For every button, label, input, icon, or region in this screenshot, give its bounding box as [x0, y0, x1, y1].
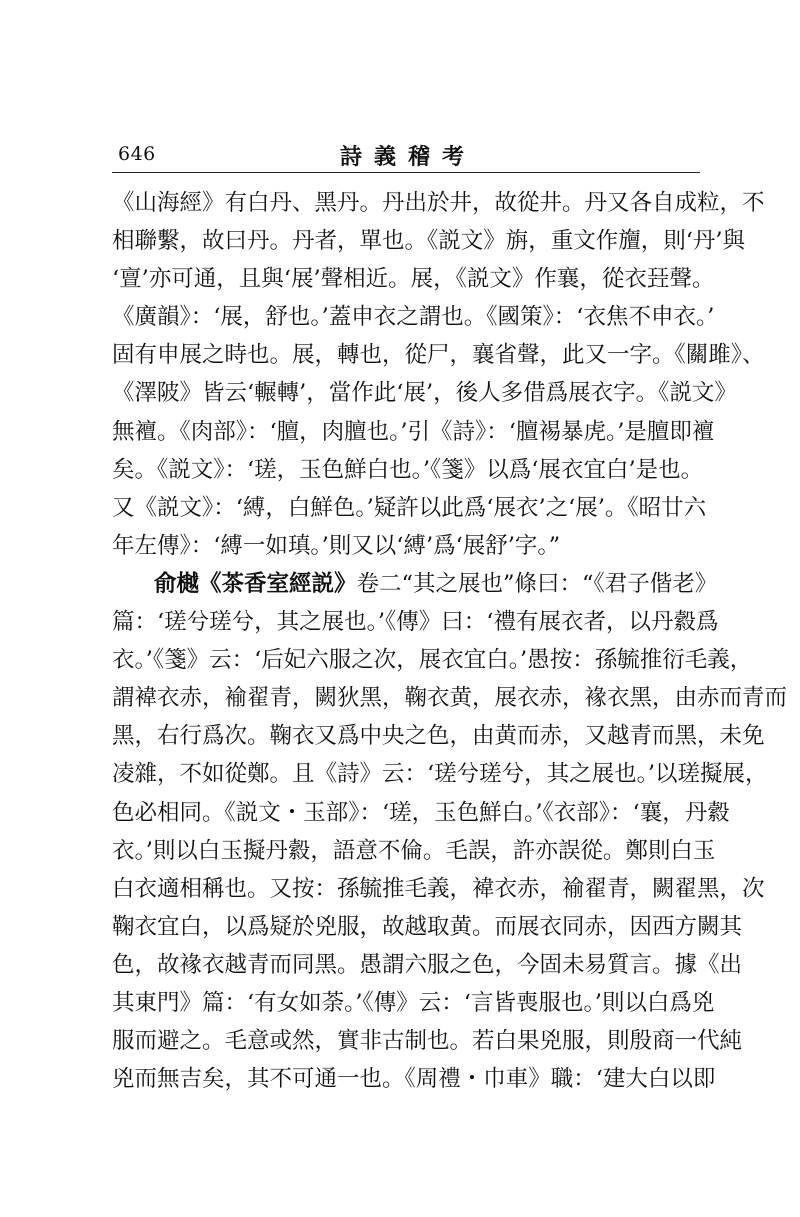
text-line	[112, 1022, 743, 1060]
text-line	[112, 755, 768, 793]
line-text: 謂褘衣赤，褕翟青，闕狄黑，鞠衣黄，展衣赤，褖衣黑，由赤而青而	[112, 685, 788, 712]
line-text: 年左傳》：‘縛一如瑱。’則又以‘縛’爲‘展舒’字。”	[112, 532, 561, 559]
text-line	[112, 908, 743, 946]
running-title: 詩義稽考	[340, 144, 477, 170]
text-line	[112, 184, 765, 222]
text-line	[112, 222, 746, 260]
text-line	[112, 336, 765, 374]
text-line	[112, 870, 765, 908]
line-text: 其東門》篇：‘有女如荼。’《傳》云：‘言皆喪服也。’則以白爲兇	[112, 989, 715, 1016]
line-text: 兇而無吉矣，其不可通一也。《周禮・巾車》職：‘建大白以即	[112, 1066, 716, 1093]
text-line	[112, 298, 715, 336]
line-text: 《廣韻》：‘展，舒也。’蓋申衣之謂也。《國策》：‘衣焦不申衣。’	[112, 304, 715, 331]
text-line	[112, 260, 715, 298]
text-line	[112, 451, 712, 489]
line-text: 矣。《説文》：‘瑳，玉色鮮白也。’《箋》以爲‘展衣宜白’是也。	[112, 456, 704, 483]
text-line	[112, 489, 712, 527]
line-text: 色必相同。《説文・玉部》：‘瑳，玉色鮮白。’《衣部》：‘襄，丹縠	[112, 799, 730, 826]
line-text: 無襢。《肉部》：‘膻，肉膻也。’引《詩》：‘膻裼暴虎。’是膻即襢	[112, 418, 715, 445]
text-line	[112, 527, 712, 565]
text-line	[112, 832, 716, 870]
text-line	[112, 641, 753, 679]
text-line	[112, 413, 715, 451]
line-text: 衣。’《箋》云：‘后妃六服之次，展衣宜白。’愚按：孫毓推衍毛義，	[112, 647, 753, 674]
line-text: 凌雜，不如從鄭。且《詩》云：‘瑳兮瑳兮，其之展也。’以瑳擬展，	[112, 761, 768, 788]
line-text: 服而避之。毛意或然，實非古制也。若白果兇服，則殷商一代純	[112, 1028, 743, 1055]
line-text: 《山海經》有白丹、黑丹。丹出於井，故從井。丹又各自成粒，不	[112, 190, 765, 216]
text-line	[112, 374, 737, 412]
line-text: 衣。’則以白玉擬丹縠，語意不倫。毛誤，許亦誤從。鄭則白玉	[112, 837, 716, 864]
line-text: 篇：‘瑳兮瑳兮，其之展也。’《傳》曰：‘禮有展衣者，以丹縠爲	[112, 609, 719, 636]
text-line	[112, 1060, 716, 1098]
text-line	[112, 946, 743, 984]
line-text: 鞠衣宜白，以爲疑於兇服，故越取黄。而展衣同赤，因西方闕其	[112, 913, 743, 940]
text-line	[112, 565, 718, 603]
line-text: 卷二“其之展也”條曰：“《君子偕老》	[356, 570, 718, 597]
bold-citation: 俞樾《茶香室經説》	[154, 570, 357, 597]
header-rule	[112, 172, 700, 173]
text-line	[112, 717, 765, 755]
text-block	[112, 184, 788, 1098]
line-text: ‘亶’亦可通，且與‘展’聲相近。展，《説文》作襄，從衣㠭聲。	[112, 266, 715, 293]
text-line	[112, 603, 719, 641]
line-text: 固有申展之時也。展，轉也，從尸，襄省聲，此又一字。《關雎》、	[112, 342, 765, 369]
text-line	[112, 679, 788, 717]
page-number: 646	[118, 143, 156, 165]
line-text: 黑，右行爲次。鞠衣又爲中央之色，由黄而赤，又越青而黑，未免	[112, 723, 765, 750]
line-text: 又《説文》：‘縛，白鮮色。’疑許以此爲‘展衣’之‘展’。《昭廿六	[112, 494, 707, 521]
line-text: 白衣適相稱也。又按：孫毓推毛義，褘衣赤，褕翟青，闕翟黑，次	[112, 875, 765, 902]
text-line	[112, 794, 730, 832]
line-text: 相聯繫，故曰丹。丹者，單也。《説文》旃，重文作旜，則‘丹’與	[112, 228, 746, 255]
text-line	[112, 984, 715, 1022]
line-text: 色，故褖衣越青而同黑。愚謂六服之色，今固未易質言。據《出	[112, 951, 743, 978]
line-text: 《澤陂》皆云‘輾轉’，當作此‘展’，後人多借爲展衣字。《説文》	[112, 380, 737, 407]
